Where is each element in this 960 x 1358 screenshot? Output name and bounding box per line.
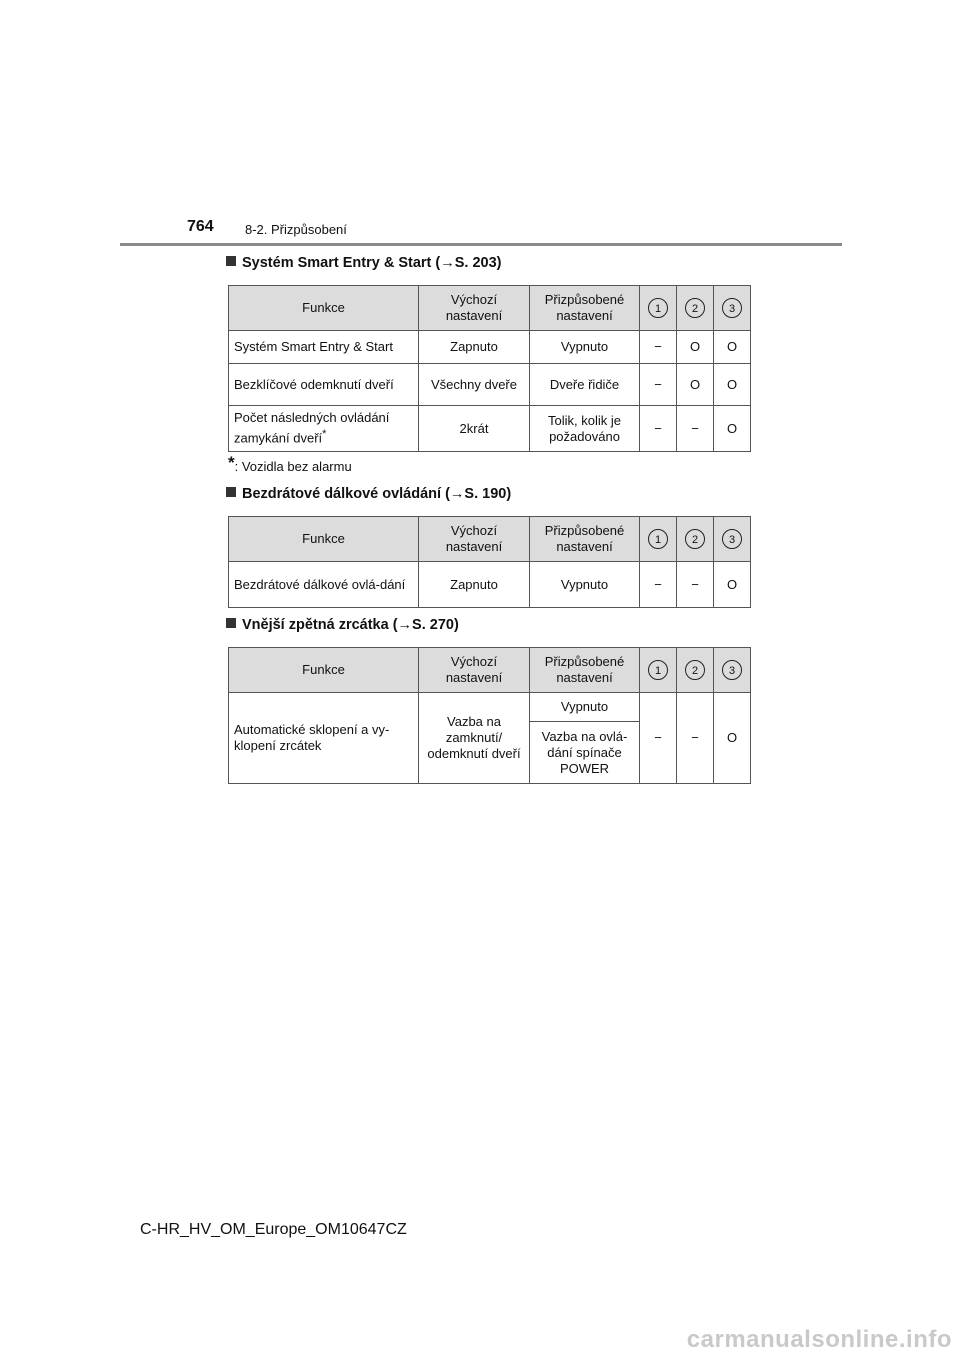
- square-bullet-icon: [226, 487, 236, 497]
- table-header-row: [229, 286, 751, 331]
- circled-number-3-icon: 3: [722, 660, 742, 680]
- document-id: C-HR_HV_OM_Europe_OM10647CZ: [140, 1221, 407, 1238]
- table-row: [229, 331, 751, 364]
- function-cell: Automatické sklopení a vy-klopení zrcátek: [229, 693, 419, 784]
- mark-cell-2: O: [677, 364, 714, 406]
- mark-cell-2: −: [677, 562, 714, 608]
- circled-number-2-icon: 2: [685, 529, 705, 549]
- function-cell: Bezdrátové dálkové ovlá-dání: [229, 562, 419, 608]
- header-function: Funkce: [229, 648, 419, 693]
- header-custom: Přizpůsobené nastavení: [530, 286, 640, 331]
- default-cell: Zapnuto: [419, 331, 530, 364]
- header-custom: Přizpůsobené nastavení: [530, 648, 640, 693]
- page-number: 764: [187, 218, 214, 235]
- footnote-mark: *: [322, 428, 327, 441]
- circled-number-1-icon: 1: [648, 298, 668, 318]
- section-heading-mirrors: Vnější zpětná zrcátka (→S. 270): [226, 617, 459, 633]
- square-bullet-icon: [226, 256, 236, 266]
- table-row: [229, 364, 751, 406]
- mark-cell-1: −: [640, 693, 677, 784]
- mark-cell-2: −: [677, 693, 714, 784]
- table-row: [229, 693, 751, 722]
- mark-cell-2: O: [677, 331, 714, 364]
- custom-cell: Vypnuto: [530, 331, 640, 364]
- mark-cell-3: O: [714, 562, 751, 608]
- function-cell: Počet následných ovládání zamykání dveří*: [229, 406, 419, 452]
- footnote: *: Vozidla bez alarmu: [228, 453, 352, 474]
- circled-number-2-icon: 2: [685, 660, 705, 680]
- table-header-row: [229, 648, 751, 693]
- mark-cell-1: −: [640, 331, 677, 364]
- circled-number-1-icon: 1: [648, 660, 668, 680]
- table-row: [229, 406, 751, 452]
- circled-number-3-icon: 3: [722, 298, 742, 318]
- section-title: 8-2. Přizpůsobení: [245, 222, 347, 237]
- mark-cell-3: O: [714, 693, 751, 784]
- header-function: Funkce: [229, 286, 419, 331]
- header-default: Výchozí nastavení: [419, 286, 530, 331]
- square-bullet-icon: [226, 618, 236, 628]
- section-heading-smart-entry: Systém Smart Entry & Start (→S. 203): [226, 255, 501, 271]
- section-heading-remote: Bezdrátové dálkové ovládání (→S. 190): [226, 486, 511, 502]
- default-cell: Všechny dveře: [419, 364, 530, 406]
- header-default: Výchozí nastavení: [419, 648, 530, 693]
- custom-cell: Vypnuto: [530, 693, 640, 722]
- mirrors-table: [228, 647, 751, 784]
- header-default: Výchozí nastavení: [419, 517, 530, 562]
- custom-cell: Vazba na ovlá-dání spínače POWER: [530, 722, 640, 784]
- mark-cell-3: O: [714, 331, 751, 364]
- watermark: carmanualsonline.info: [686, 1326, 952, 1353]
- mark-cell-2: −: [677, 406, 714, 452]
- custom-cell: Vypnuto: [530, 562, 640, 608]
- circled-number-1-icon: 1: [648, 529, 668, 549]
- mark-cell-1: −: [640, 364, 677, 406]
- header-custom: Přizpůsobené nastavení: [530, 517, 640, 562]
- custom-cell: Dveře řidiče: [530, 364, 640, 406]
- default-cell: Zapnuto: [419, 562, 530, 608]
- mark-cell-1: −: [640, 562, 677, 608]
- table-header-row: [229, 517, 751, 562]
- table-row: [229, 562, 751, 608]
- mark-cell-3: O: [714, 406, 751, 452]
- header-divider: [120, 243, 842, 246]
- default-cell: Vazba na zamknutí/ odemknutí dveří: [419, 693, 530, 784]
- smart-entry-table: [228, 285, 751, 452]
- mark-cell-1: −: [640, 406, 677, 452]
- remote-table: [228, 516, 751, 608]
- header-function: Funkce: [229, 517, 419, 562]
- custom-cell: Tolik, kolik je požadováno: [530, 406, 640, 452]
- circled-number-3-icon: 3: [722, 529, 742, 549]
- circled-number-2-icon: 2: [685, 298, 705, 318]
- function-cell: Bezklíčové odemknutí dveří: [229, 364, 419, 406]
- default-cell: 2krát: [419, 406, 530, 452]
- mark-cell-3: O: [714, 364, 751, 406]
- function-cell: Systém Smart Entry & Start: [229, 331, 419, 364]
